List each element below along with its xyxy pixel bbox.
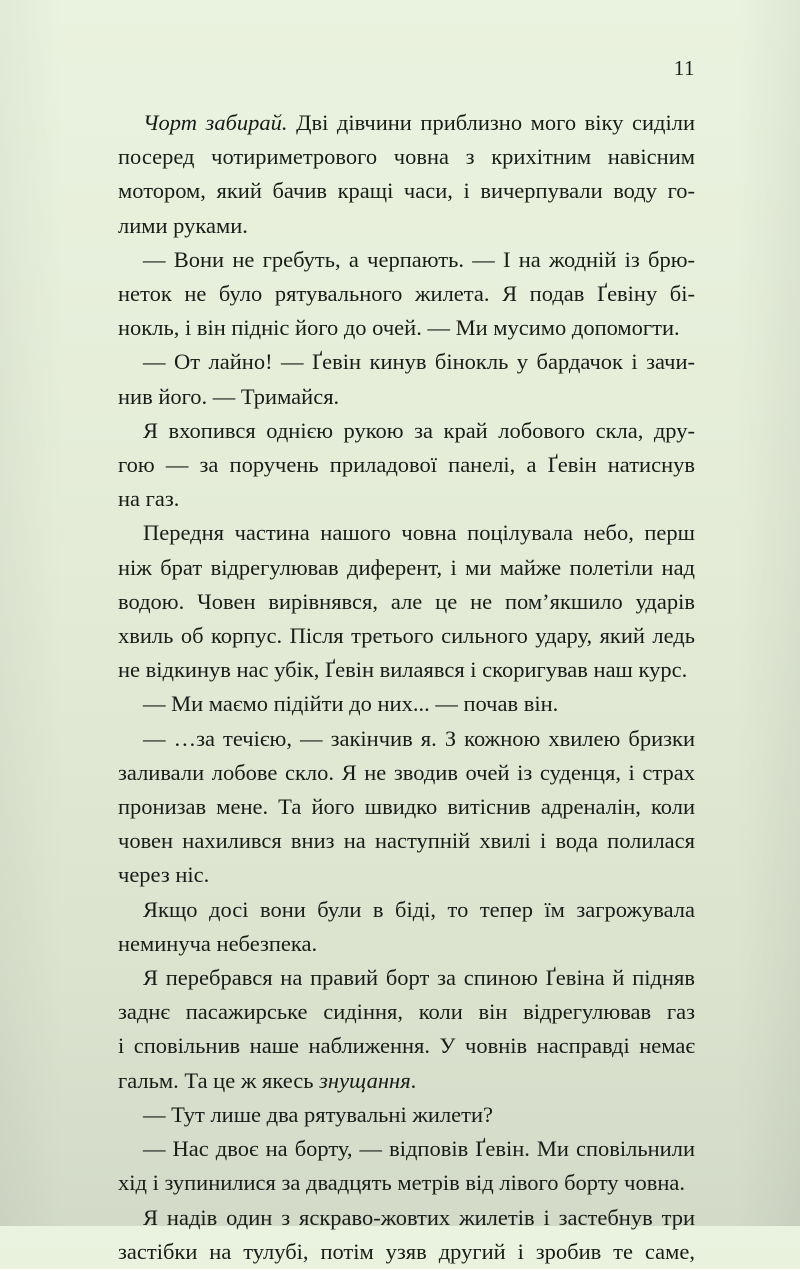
text-line — [118, 106, 695, 140]
text-line — [118, 756, 695, 790]
line-text: Дві дівчини приблизно мого віку сиділи — [287, 110, 695, 135]
text-line — [118, 961, 695, 995]
body-text — [118, 106, 695, 1269]
text-line — [118, 858, 695, 892]
text-line — [118, 927, 695, 961]
text-line — [118, 722, 695, 756]
line-text: на газ. — [118, 486, 180, 512]
text-line — [118, 1132, 695, 1166]
text-line — [118, 174, 695, 208]
line-text: хвиль об корпус. Після третього сильного удару, який ледь — [118, 623, 695, 649]
text-line — [118, 277, 695, 311]
paragraph — [118, 961, 695, 1098]
line-text: — Вони не гребуть, а черпають. — І на жодній із брю- — [143, 246, 695, 272]
line-text: . — [410, 1067, 417, 1093]
paragraph — [118, 243, 695, 346]
line-text: через ніс. — [118, 862, 210, 888]
text-line — [118, 893, 695, 927]
line-text: неток не було рятувального жилета. Я подав Ґевіну бі- — [118, 281, 695, 307]
line-text: — Тут лише два рятувальні жилети? — [143, 1101, 494, 1127]
text-line — [118, 448, 695, 482]
text-line — [118, 1166, 695, 1200]
paragraph — [118, 516, 695, 687]
text-line — [118, 790, 695, 824]
paragraph — [118, 893, 695, 961]
text-line — [118, 551, 695, 585]
line-text: човен нахилився вниз на наступній хвилі і вода полилася — [118, 828, 695, 854]
line-text: не відкинув нас убік, Ґевін вилаявся і скоригував наш курс. — [118, 657, 688, 683]
text-line — [118, 687, 695, 721]
paragraph — [118, 106, 695, 243]
text-line — [118, 585, 695, 619]
line-text: Я вхопився однією рукою за край лобового скла, дру- — [143, 417, 695, 443]
text-line — [118, 243, 695, 277]
paragraph — [118, 345, 695, 413]
text-line — [118, 1029, 695, 1063]
text-line — [118, 311, 695, 345]
line-text: і сповільнив наше наближення. У човнів насправді немає — [118, 1033, 695, 1059]
paragraph — [118, 1098, 695, 1132]
page-number: 11 — [673, 56, 695, 80]
text-line — [118, 209, 695, 243]
line-text: гальм. Та це ж якесь — [118, 1067, 320, 1093]
text-line — [118, 140, 695, 174]
text-line — [118, 1098, 695, 1132]
line-text: нокль, і він підніс його до очей. — Ми мусимо допомогти. — [118, 315, 680, 341]
paragraph — [118, 722, 695, 893]
line-text: пронизав мене. Та його швидко витіснив адреналін, коли — [118, 794, 695, 820]
text-line — [118, 345, 695, 379]
line-text: ніж брат відрегулював диферент, і ми майже полетіли над — [118, 554, 695, 580]
line-text: заливали лобове скло. Я не зводив очей із суденця, і страх — [118, 759, 695, 785]
text-line — [118, 653, 695, 687]
paragraph — [118, 1132, 695, 1200]
line-text: мотором, який бачив кращі часи, і вичерпували воду го- — [118, 178, 695, 204]
line-text: — …за течією, — закінчив я. З кожною хвилею бризки — [143, 725, 695, 751]
line-text: нив його. — Тримайся. — [118, 383, 340, 409]
line-text: Я надів один з яскраво-жовтих жилетів і застебнув три — [143, 1204, 695, 1230]
text-line — [118, 1201, 695, 1235]
italic-text: Чорт забирай. — [143, 110, 288, 135]
line-text: хід і зупинилися за двадцять метрів від лівого борту човна. — [118, 1170, 686, 1196]
text-line — [118, 516, 695, 550]
line-text: Я перебрався на правий борт за спиною Ґевіна й підняв — [143, 965, 695, 991]
line-text: водою. Човен вирівнявся, але це не пом’якшило ударів — [118, 588, 695, 614]
line-text: застібки на тулубі, потім узяв другий і зробив те саме, — [118, 1238, 695, 1264]
line-text: лими руками. — [118, 212, 248, 238]
line-text: — Ми маємо підійти до них... — почав він. — [143, 691, 559, 717]
paragraph — [118, 687, 695, 721]
line-text: — Нас двоє на борту, — відповів Ґевін. Ми сповільнили — [143, 1136, 695, 1162]
line-text: посеред чотириметрового човна з крихітним навісним — [118, 144, 695, 170]
line-text: Передня частина нашого човна поцілувала небо, перш — [143, 520, 695, 546]
paragraph — [118, 1201, 695, 1269]
line-text: Якщо досі вони були в біді, то тепер їм загрожувала — [143, 896, 695, 922]
text-line — [118, 1064, 695, 1098]
text-line — [118, 824, 695, 858]
line-text: неминуча небезпека. — [118, 930, 318, 956]
paragraph — [118, 414, 695, 517]
text-line — [118, 380, 695, 414]
italic-text: знущання — [319, 1067, 411, 1093]
line-text: — От лайно! — Ґевін кинув бінокль у бардачок і зачи- — [143, 349, 695, 375]
line-text: гою — за поручень приладової панелі, а Ґевін натиснув — [118, 452, 695, 478]
text-line — [118, 619, 695, 653]
text-line — [118, 414, 695, 448]
text-line — [118, 995, 695, 1029]
line-text: заднє пасажирське сидіння, коли він відрегулював газ — [118, 999, 695, 1025]
text-line — [118, 482, 695, 516]
text-line — [118, 1235, 695, 1269]
